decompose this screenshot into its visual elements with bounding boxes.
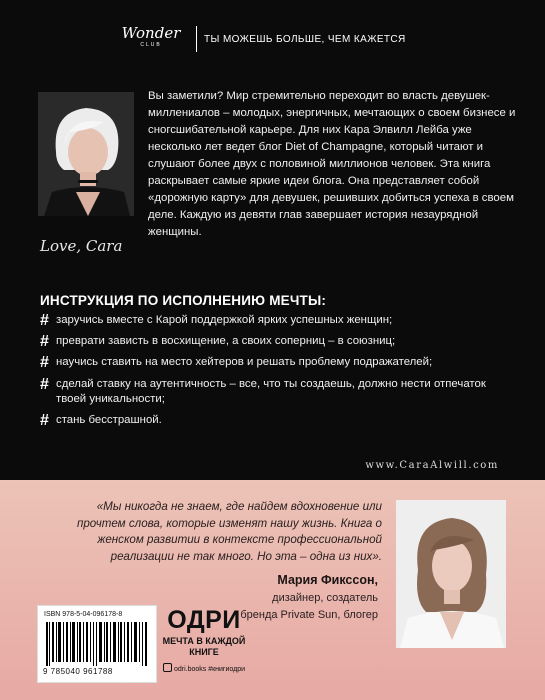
author-signature: Love, Cara	[40, 237, 123, 255]
author-portrait	[38, 92, 134, 216]
author-website: www.CaraAlwill.com	[365, 460, 499, 471]
endorser-photo-illustration	[396, 500, 506, 648]
publisher-name: ОДРИ	[167, 606, 241, 634]
intro-paragraph: Вы заметили? Мир стремительно переходит во власть девушек-миллениалов – молодых, энергичных, мечтающих о своем бизнесе и сногсшибательной карьере. Для них Кара Элвилл Лейба уже несколько лет ведет блог Diet of Champagne, который читают и слушают более двух с половиной миллионов человек. Эта книга раскрывает самые яркие идеи блога. Она представляет собой «дорожную карту» для девушек, решивших добиться успеха в своем деле. Каждую из девяти глав завершает история незаурядной женщины.	[148, 90, 516, 238]
endorsement-quote: «Мы никогда не знаем, где найдем вдохновение или прочтем слова, которые изменят нашу жизнь. Книга о женском развитии в контексте профессиональной реализации не так много. Но эта – одна из них».	[76, 500, 382, 563]
endorser-photo	[396, 500, 506, 648]
list-item-text: научись ставить на место хейтеров и решать проблему подражателей;	[56, 356, 433, 369]
instagram-icon	[163, 663, 172, 672]
publisher-slogan: МЕЧТА В КАЖДОЙ КНИГЕ	[162, 636, 246, 657]
list-item	[40, 413, 500, 429]
isbn-text: ISBN 978-5-04-096178-8	[44, 611, 123, 618]
barcode-number: 9 785040 961788	[43, 667, 113, 676]
publisher-logo	[162, 606, 246, 673]
list-item	[40, 334, 500, 350]
quote-author-name: Мария Фикссон,	[277, 573, 378, 587]
brand-header	[0, 22, 545, 58]
hashtag-icon: #	[40, 354, 49, 372]
wonder-club-logo	[110, 24, 192, 49]
barcode-icon	[46, 622, 148, 666]
quote-author-role: дизайнер, создатель бренда Private Sun, блогер	[240, 592, 378, 621]
publisher-social	[162, 663, 246, 673]
list-item-text: стань бесстрашной.	[56, 414, 162, 427]
hashtag-icon: #	[40, 333, 49, 351]
list-item-text: преврати зависть в восхищение, а своих соперниц – в союзниц;	[56, 335, 396, 348]
instructions-title: ИНСТРУКЦИЯ ПО ИСПОЛНЕНИЮ МЕЧТЫ:	[40, 293, 327, 308]
hashtag-icon: #	[40, 375, 49, 393]
author-portrait-illustration	[38, 92, 134, 216]
list-item	[40, 355, 500, 371]
list-item	[40, 377, 500, 408]
hashtag-icon: #	[40, 412, 49, 430]
publisher-social-text: odri.books #книгиодри	[173, 666, 246, 673]
barcode-box	[37, 605, 157, 683]
series-tagline: ТЫ МОЖЕШЬ БОЛЬШЕ, ЧЕМ КАЖЕТСЯ	[204, 34, 406, 45]
list-item-text: заручись вместе с Карой поддержкой ярких успешных женщин;	[56, 314, 393, 326]
instructions-list	[40, 313, 500, 435]
logo-subtext: CLUB	[140, 42, 162, 48]
hashtag-icon: #	[40, 312, 49, 329]
brand-divider	[196, 26, 197, 52]
list-item	[40, 313, 500, 329]
list-item-text: сделай ставку на аутентичность – все, что ты создаешь, должно нести отпечаток твоей уникальности;	[56, 377, 486, 406]
logo-text: Wonder	[121, 24, 181, 42]
